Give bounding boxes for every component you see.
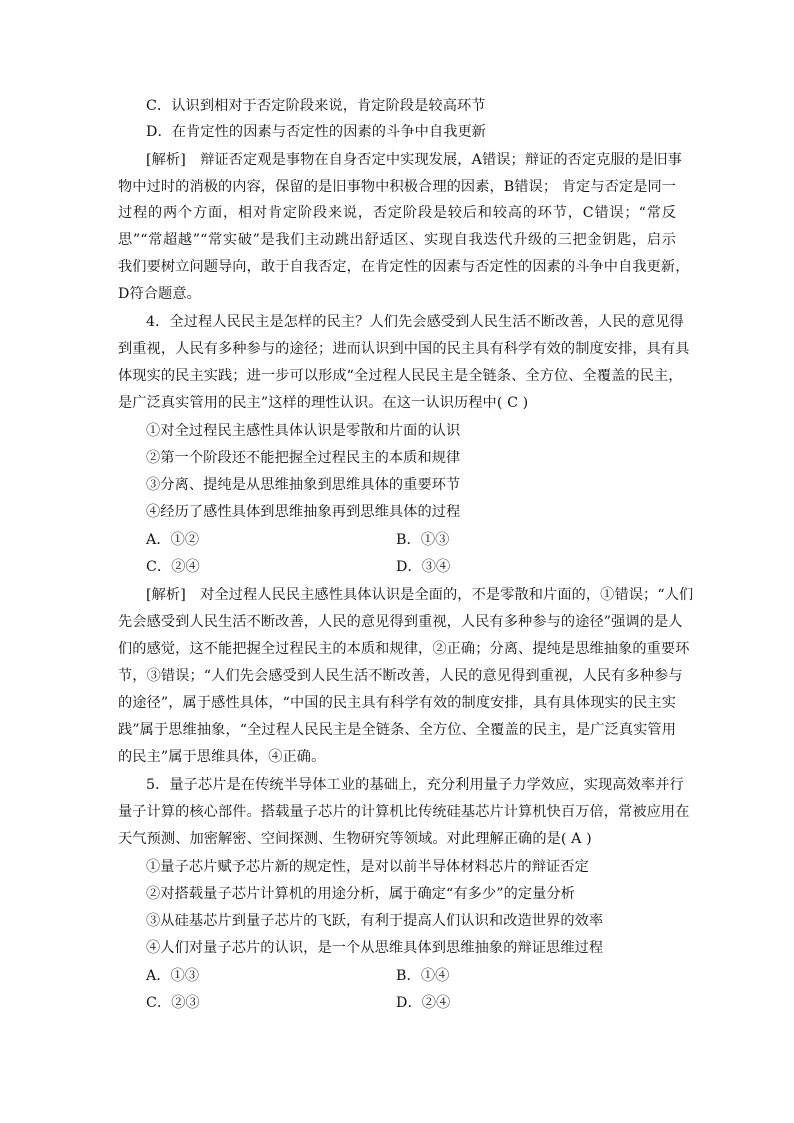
q4-option-d: D．③④ bbox=[396, 559, 451, 575]
q5-option-c: C．②③ bbox=[146, 995, 200, 1011]
q3-analysis-line: 过程的两个方面，相对肯定阶段来说，否定阶段是较后和较高的环节，C错误；“常反 bbox=[118, 205, 676, 221]
q4-option-b: B．①③ bbox=[396, 532, 450, 548]
q4-statement: ③分离、提纯是从思维抽象到思维具体的重要环节 bbox=[146, 477, 461, 493]
q4-stem-line: 体现实的民主实践；进一步可以形成“全过程人民民主是全链条、全方位、全覆盖的民主， bbox=[118, 368, 683, 384]
q5-stem-line: 5．量子芯片是在传统半导体工业的基础上，充分利用量子力学效应，实现高效率并行 bbox=[146, 777, 684, 793]
q4-analysis-line: 节，③错误；“人们先会感受到人民生活不断改善，人民的意见得到重视，人民有多种参与 bbox=[118, 668, 683, 684]
q3-analysis-line: 物中过时的消极的内容，保留的是旧事物中积极合理的因素，B错误； 肯定与否定是同一 bbox=[118, 179, 677, 195]
q3-option-d: D．在肯定性的因素与否定性的因素的斗争中自我更新 bbox=[146, 124, 487, 140]
q4-stem-line: 4．全过程人民民主是怎样的民主？人们先会感受到人民生活不断改善，人民的意见得 bbox=[146, 314, 684, 330]
q4-stem-line: 是广泛真实管用的民主”这样的理性认识。在这一认识历程中( C ) bbox=[118, 395, 529, 411]
q5-statement: ④人们对量子芯片的认识，是一个从思维具体到思维抽象的辩证思维过程 bbox=[146, 940, 604, 956]
q4-statement: ④经历了感性具体到思维抽象再到思维具体的过程 bbox=[146, 504, 461, 520]
q4-analysis-line: 们的感觉，这不能把握全过程民主的本质和规律，②正确；分离、提纯是思维抽象的重要环 bbox=[118, 641, 690, 657]
q3-analysis-line: 我们要树立问题导向，敢于自我否定，在肯定性的因素与否定性的因素的斗争中自我更新， bbox=[118, 259, 690, 275]
q4-analysis-line: [解析] 对全过程人民民主感性具体认识是全面的，不是零散和片面的，①错误；“人们 bbox=[146, 587, 694, 603]
q4-analysis-line: 的途径”，属于感性具体，“中国的民主具有科学有效的制度安排，具有具体现实的民主实 bbox=[118, 695, 676, 711]
q5-option-a: A．①③ bbox=[146, 968, 200, 984]
q3-analysis-line: D符合题意。 bbox=[118, 286, 201, 302]
q4-analysis-line: 践”属于思维抽象，“全过程人民民主是全链条、全方位、全覆盖的民主，是广泛真实管用 bbox=[118, 722, 676, 738]
q3-option-c: C．认识到相对于否定阶段来说，肯定阶段是较高环节 bbox=[146, 98, 486, 114]
q4-statement: ②第一个阶段还不能把握全过程民主的本质和规律 bbox=[146, 450, 461, 466]
q5-statement: ②对搭载量子芯片计算机的用途分析，属于确定“有多少”的定量分析 bbox=[146, 886, 576, 902]
q3-analysis-line: [解析] 辩证否定观是事物在自身否定中实现发展，A错误；辩证的否定克服的是旧事 bbox=[146, 152, 682, 168]
q4-stem-line: 到重视，人民有多种参与的途径；进而认识到中国的民主具有科学有效的制度安排，具有具 bbox=[118, 341, 690, 357]
q4-analysis-line: 先会感受到人民生活不断改善，人民的意见得到重视，人民有多种参与的途径”强调的是人 bbox=[118, 614, 683, 630]
q4-option-c: C．②④ bbox=[146, 559, 200, 575]
q3-analysis-line: 思”“常超越”“常实破”是我们主动跳出舒适区、实现自我迭代升级的三把金钥匙，启示 bbox=[118, 232, 676, 248]
q5-stem-line: 天气预测、加密解密、空间探测、生物研究等领域。对此理解正确的是( A ) bbox=[118, 831, 592, 847]
q5-statement: ①量子芯片赋予芯片新的规定性，是对以前半导体材料芯片的辩证否定 bbox=[146, 859, 589, 875]
q4-option-a: A．①② bbox=[146, 532, 200, 548]
q5-option-d: D．②④ bbox=[396, 995, 451, 1011]
q4-statement: ①对全过程民主感性具体认识是零散和片面的认识 bbox=[146, 423, 461, 439]
q5-stem-line: 量子计算的核心部件。搭载量子芯片的计算机比传统硅基芯片计算机快百万倍，常被应用在 bbox=[118, 804, 690, 820]
q4-analysis-line: 的民主”属于思维具体，④正确。 bbox=[118, 749, 326, 765]
q5-statement: ③从硅基芯片到量子芯片的飞跃，有利于提高人们认识和改造世界的效率 bbox=[146, 913, 604, 929]
q5-option-b: B．①④ bbox=[396, 968, 450, 984]
